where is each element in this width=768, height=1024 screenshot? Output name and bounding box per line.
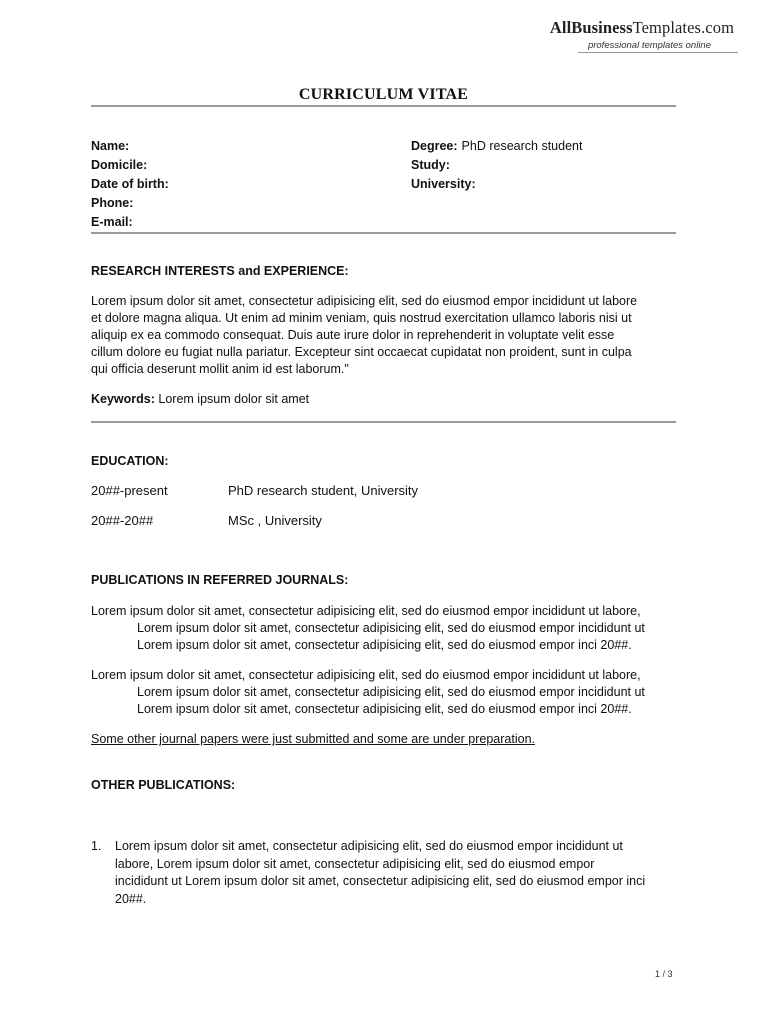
research-line: Lorem ipsum dolor sit amet, consectetur adipisicing elit, sed do eiusmod empor incididunt ut labore bbox=[91, 294, 638, 308]
publication-line: Lorem ipsum dolor sit amet, consectetur adipisicing elit, sed do eiusmod empor inci 20##. bbox=[137, 702, 632, 716]
research-line: aliquip ex ea commodo consequat. Duis aute irure dolor in reprehenderit in voluptate velit esse bbox=[91, 328, 615, 342]
list-number: 1. bbox=[91, 839, 102, 853]
research-divider bbox=[91, 421, 676, 423]
education-years: 20##-20## bbox=[91, 513, 154, 528]
research-paragraph bbox=[91, 293, 676, 378]
field-label: E-mail: bbox=[91, 215, 133, 229]
keywords bbox=[91, 391, 676, 408]
personal-right-column bbox=[411, 137, 582, 194]
brand-name bbox=[550, 18, 734, 38]
brand-name-bold: AllBusiness bbox=[549, 18, 633, 37]
research-line: qui officia deserunt mollit anim id est laborum." bbox=[91, 362, 349, 376]
education-detail: MSc , University bbox=[228, 513, 322, 528]
list-item-body bbox=[115, 838, 676, 908]
field-label: Name: bbox=[91, 139, 130, 153]
title-divider bbox=[91, 105, 676, 107]
list-item-line: incididunt ut Lorem ipsum dolor sit amet, consectetur adipisicing elit, sed do eiusmod empor inci bbox=[115, 874, 646, 888]
brand-name-rest: Templates.com bbox=[632, 18, 734, 37]
publication-line: Lorem ipsum dolor sit amet, consectetur adipisicing elit, sed do eiusmod empor incididunt ut labore, bbox=[91, 604, 641, 618]
publications-heading: PUBLICATIONS IN REFERRED JOURNALS: bbox=[91, 573, 349, 587]
personal-left-column bbox=[91, 137, 173, 232]
page-number: 1 / 3 bbox=[655, 969, 673, 979]
brand-logo bbox=[550, 18, 734, 51]
page-title: CURRICULUM VITAE bbox=[298, 86, 469, 103]
publication-line: Lorem ipsum dolor sit amet, consectetur adipisicing elit, sed do eiusmod empor incididunt ut bbox=[137, 685, 645, 699]
field-name bbox=[91, 137, 173, 156]
keywords-value: Lorem ipsum dolor sit amet bbox=[158, 392, 310, 406]
publications-note: Some other journal papers were just submitted and some are under preparation. bbox=[91, 732, 536, 746]
field-value: PhD research student bbox=[461, 139, 583, 153]
field-study bbox=[411, 156, 582, 175]
field-email bbox=[91, 213, 173, 232]
field-domicile bbox=[91, 156, 173, 175]
list-item-line: Lorem ipsum dolor sit amet, consectetur adipisicing elit, sed do eiusmod empor incididunt ut bbox=[115, 839, 623, 853]
field-label: Domicile: bbox=[91, 158, 148, 172]
education-row bbox=[91, 513, 322, 528]
field-label: Date of birth: bbox=[91, 177, 169, 191]
publication-line: Lorem ipsum dolor sit amet, consectetur adipisicing elit, sed do eiusmod empor incididunt ut labore, bbox=[91, 668, 641, 682]
education-heading: EDUCATION: bbox=[91, 454, 169, 468]
publication-line: Lorem ipsum dolor sit amet, consectetur adipisicing elit, sed do eiusmod empor incididunt ut bbox=[137, 621, 645, 635]
field-phone bbox=[91, 194, 173, 213]
field-label: Phone: bbox=[91, 196, 134, 210]
education-detail: PhD research student, University bbox=[228, 483, 419, 498]
list-item bbox=[91, 838, 676, 908]
brand-divider bbox=[578, 52, 738, 53]
field-date-of-birth bbox=[91, 175, 173, 194]
field-label: Study: bbox=[411, 158, 450, 172]
brand-tagline: professional templates online bbox=[587, 40, 711, 51]
field-degree bbox=[411, 137, 582, 156]
publication-entry bbox=[91, 603, 676, 654]
field-label: Degree: bbox=[411, 139, 458, 153]
list-item-line: 20##. bbox=[115, 891, 147, 906]
other-publications-heading: OTHER PUBLICATIONS: bbox=[91, 778, 236, 792]
list-item-line: labore, Lorem ipsum dolor sit amet, consectetur adipisicing elit, sed do eiusmod empor bbox=[115, 856, 595, 871]
education-years: 20##-present bbox=[91, 483, 168, 498]
research-line: et dolore magna aliqua. Ut enim ad minim veniam, quis nostrud exercitation ullamco laboris nisi ut bbox=[91, 311, 632, 325]
research-heading: RESEARCH INTERESTS and EXPERIENCE: bbox=[91, 264, 349, 278]
field-label: University: bbox=[411, 177, 476, 191]
field-university bbox=[411, 175, 582, 194]
publication-line: Lorem ipsum dolor sit amet, consectetur adipisicing elit, sed do eiusmod empor inci 20##. bbox=[137, 638, 632, 652]
research-line: cillum dolore eu fugiat nulla pariatur. Excepteur sint occaecat cupidatat non proident, sunt in culpa bbox=[91, 345, 632, 359]
personal-divider bbox=[91, 232, 676, 234]
keywords-label: Keywords: bbox=[91, 392, 155, 406]
publication-entry bbox=[91, 667, 676, 718]
education-row bbox=[91, 483, 418, 498]
